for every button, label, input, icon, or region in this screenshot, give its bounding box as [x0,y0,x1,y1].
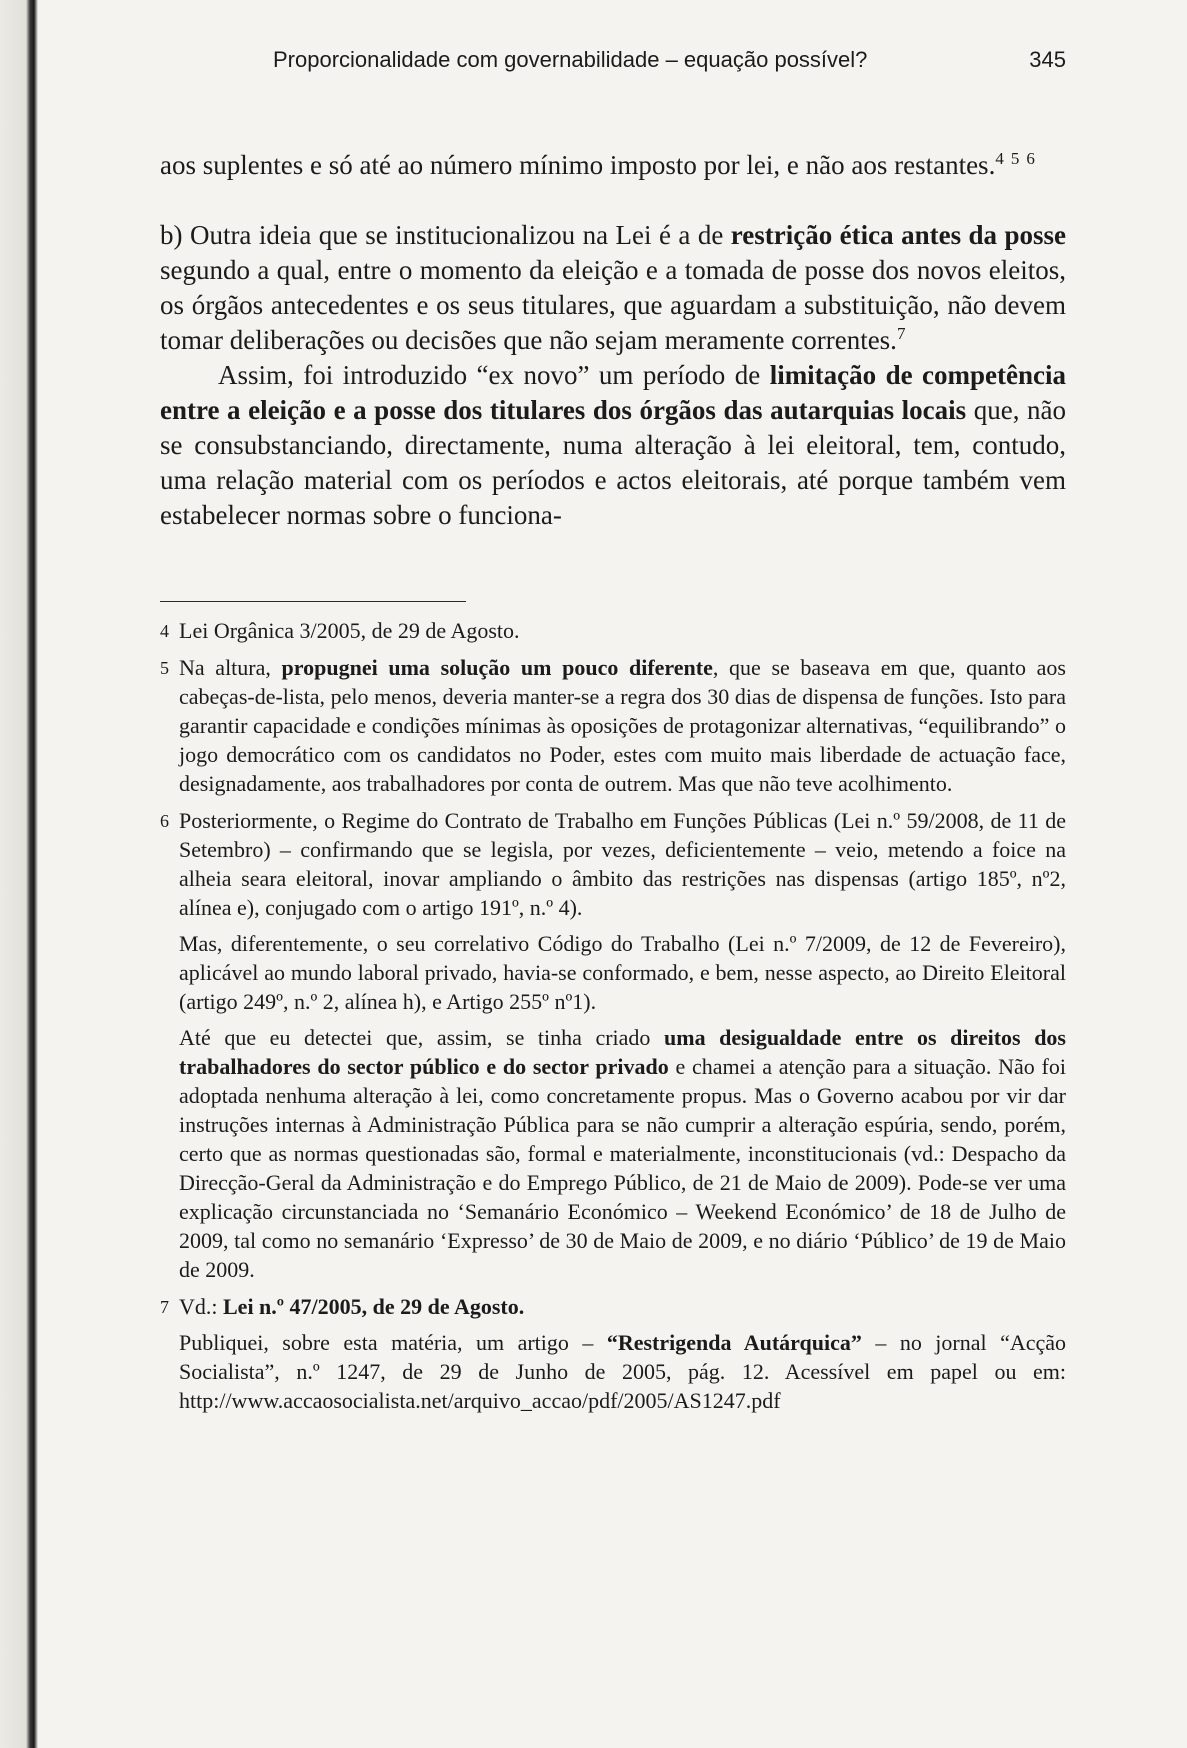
footnote-separator [160,601,466,602]
footnote-number: 7 [160,1297,169,1317]
paragraph-text: que, não se consubstanciando, directamente, numa alteração à lei eleitoral, tem, contudo, uma relação material com os períodos e actos eleitorais, até porque também vem estabelecer normas sobre o funciona- [160,395,1066,530]
running-header [160,40,1066,80]
footnote-ref-6: 6 [1026,149,1035,168]
footnote-number: 4 [160,621,169,641]
footnote-paragraph: Mas, diferentemente, o seu correlativo Código do Trabalho (Lei n.º 7/2009, de 12 de Fevereiro), aplicável ao mundo laboral privado, havia-se conformado, e bem, nesse aspecto, ao Direito Eleitoral (artigo 249º, n.º 2, alínea h), e Artigo 255º nº1). [179,931,1066,1014]
footnote-6 [160,806,1066,1284]
footnote-ref-7: 7 [896,324,906,343]
footnote-7 [160,1292,1066,1415]
footnote-text [179,653,1066,798]
bold-term: restrição ética antes da posse [730,220,1067,250]
paragraph-ethical-restriction [160,218,1066,358]
footnote-paragraph [179,1292,1066,1321]
footnote-paragraph [179,1023,1066,1284]
paragraph-text: b) Outra ideia que se institucionalizou na Lei é a de [160,220,731,250]
footnote-paragraph [179,1328,1066,1415]
footnote-text-part: , que se baseava em que, quanto aos cabeças-de-lista, pelo menos, deveria manter-se a regra dos 30 dias de dispensa de funções. Isto para garantir capacidade e condições mínimas às oposições de protagonizar alternativas, “equilibrando” o jogo democrático com os candidatos no Poder, estes com muito mais liberdade de actuação face, designadamente, aos trabalhadores por conta de outrem. Mas que não teve acolhimento. [179,655,1066,796]
paragraph-text: Assim, foi introduzido “ex novo” um período de [218,360,770,390]
book-page [160,40,1066,1423]
bold-term: Lei n.º 47/2005, de 29 de Agosto. [223,1294,525,1319]
footnote-number: 5 [160,658,169,678]
paragraph-continuation [160,148,1066,183]
footnote-text-part: Vd.: [179,1294,223,1319]
body-text [160,148,1066,533]
footnote-4 [160,616,1066,645]
bold-term: uma desigualdade entre os direitos dos trabalhadores do sector público e do sector privado [179,1025,1066,1079]
paragraph-text: segundo a qual, entre o momento da eleição e a tomada de posse dos novos eleitos, os órgãos antecedentes e os seus titulares, que aguardam a substituição, não devem tomar deliberações ou decisões que não sejam meramente correntes. [160,255,1066,355]
footnote-number: 6 [160,811,169,831]
book-spine-shadow [0,0,38,1748]
bold-term: propugnei uma solução um pouco diferente [281,655,713,680]
paragraph-competence-limitation [160,358,1066,533]
footnote-text-part: Publiquei, sobre esta matéria, um artigo – [179,1330,607,1355]
footnote-text-part: Até que eu detectei que, assim, se tinha criado [179,1025,665,1050]
footnote-ref-4: 4 [995,149,1004,168]
page-number: 345 [1029,47,1066,72]
bold-term: limitação de competência entre a eleição e a posse dos titulares dos órgãos das autarquias locais [160,360,1066,425]
footnotes [160,616,1066,1415]
running-title: Proporcionalidade com governabilidade – equação possível? [273,47,868,72]
paragraph-text: aos suplentes e só até ao número mínimo imposto por lei, e não aos restantes. [160,150,996,180]
footnote-refs [995,149,1035,168]
bold-term: “Restrigenda Autárquica” [606,1330,862,1355]
footnote-text-part: – no jornal “Acção Socialista”, n.º 1247, de 29 de Junho de 2005, pág. 12. Acessível em papel ou em: http://www.accaosocialista.net/arquivo_accao/pdf/2005/AS1247.pdf [179,1330,1067,1413]
footnote-paragraph: Posteriormente, o Regime do Contrato de Trabalho em Funções Públicas (Lei n.º 59/2008, de 11 de Setembro) – confirmando que se legisla, por vezes, deficientemente – veio, metendo a foice na alheia seara eleitoral, inovar ampliando o âmbito das restrições nas dispensas (artigo 185º, nº2, alínea e), conjugado com o artigo 191º, n.º 4). [179,808,1066,920]
footnote-text-part: Na altura, [179,655,282,680]
footnote-text-part: e chamei a atenção para a situação. Não foi adoptada nenhuma alteração à lei, como concretamente propus. Mas o Governo acabou por vir dar instruções internas à Administração Pública para se não cumprir a alteração espúria, sendo, porém, certo que as normas questionadas são, formal e materialmente, inconstitucionais (vd.: Despacho da Direcção-Geral da Administração e do Emprego Público, de 21 de Maio de 2009). Pode-se ver uma explicação circunstanciada no ‘Semanário Económico – Weekend Económico’ de 18 de Julho de 2009, tal como no semanário ‘Expresso’ de 30 de Maio de 2009, e no diário ‘Público’ de 19 de Maio de 2009. [179,1054,1066,1282]
footnote-ref-5: 5 [1010,149,1020,168]
footnote-text: Lei Orgânica 3/2005, de 29 de Agosto. [179,618,520,643]
footnote-5 [160,653,1066,798]
